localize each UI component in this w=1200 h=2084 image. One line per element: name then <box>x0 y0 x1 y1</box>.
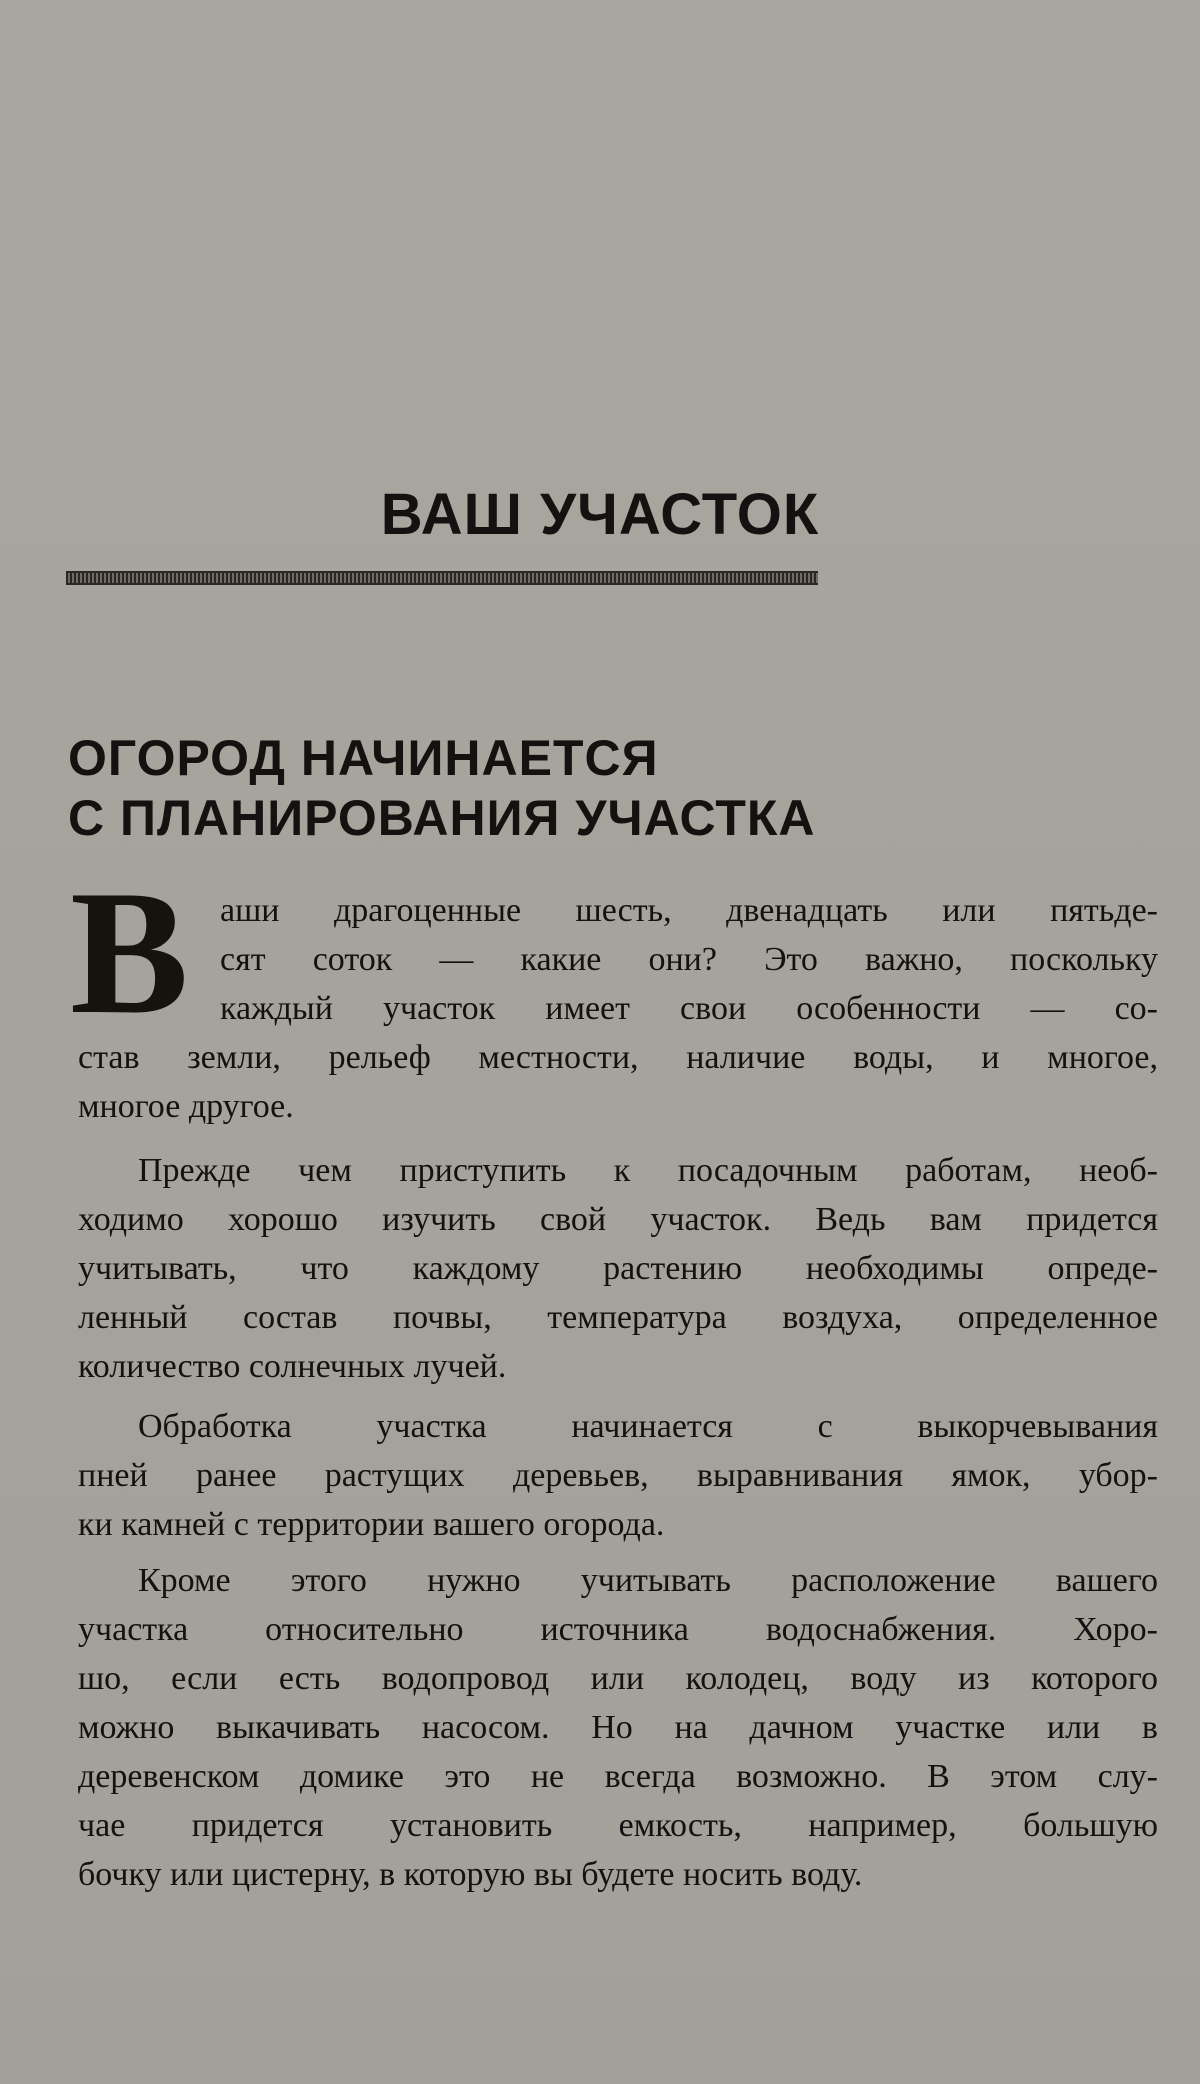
show-through-texture <box>60 150 1140 170</box>
text-line: ленный состав почвы, температура воздуха, определенное <box>78 1299 1158 1336</box>
drop-cap: В <box>70 853 189 1051</box>
paragraph-4 <box>78 1556 1158 1899</box>
text-line: количество солнечных лучей. <box>78 1348 507 1385</box>
chapter-title-underline <box>66 571 818 585</box>
text-line: став земли, рельеф местности, наличие воды, и многое, <box>78 1039 1158 1076</box>
text-line: деревенском домике это не всегда возможно. В этом слу- <box>78 1758 1158 1795</box>
text-line: пней ранее растущих деревьев, выравнивания ямок, убор- <box>78 1457 1158 1494</box>
text-line: шо, если есть водопровод или колодец, воду из которого <box>78 1660 1158 1697</box>
paragraph-1 <box>78 886 1158 1131</box>
section-title-line: ОГОРОД НАЧИНАЕТСЯ <box>68 730 659 786</box>
text-line: Прежде чем приступить к посадочным работам, необ- <box>138 1152 1158 1189</box>
section-title-line: С ПЛАНИРОВАНИЯ УЧАСТКА <box>68 790 816 846</box>
paragraph-3 <box>78 1402 1158 1549</box>
text-line: Обработка участка начинается с выкорчевывания <box>138 1408 1158 1445</box>
text-line: учитывать, что каждому растению необходимы опреде- <box>78 1250 1158 1287</box>
paragraph-2 <box>78 1146 1158 1391</box>
text-line: сят соток — какие они? Это важно, поскольку <box>220 941 1158 978</box>
text-line: Кроме этого нужно учитывать расположение вашего <box>138 1562 1158 1599</box>
text-line: многое другое. <box>78 1088 294 1125</box>
text-line: ходимо хорошо изучить свой участок. Ведь вам придется <box>78 1201 1158 1238</box>
chapter-title: ВАШ УЧАСТОК <box>380 482 820 547</box>
text-line: ки камней с территории вашего огорода. <box>78 1506 665 1543</box>
text-line: каждый участок имеет свои особенности — со- <box>220 990 1158 1027</box>
text-line: участка относительно источника водоснабжения. Хоро- <box>78 1611 1158 1648</box>
text-line: можно выкачивать насосом. Но на дачном участке или в <box>78 1709 1158 1746</box>
text-line: аши драгоценные шесть, двенадцать или пятьде- <box>220 892 1158 929</box>
section-title <box>68 728 1168 848</box>
text-line: чае придется установить емкость, например, большую <box>78 1807 1158 1844</box>
text-line: бочку или цистерну, в которую вы будете носить воду. <box>78 1856 863 1893</box>
